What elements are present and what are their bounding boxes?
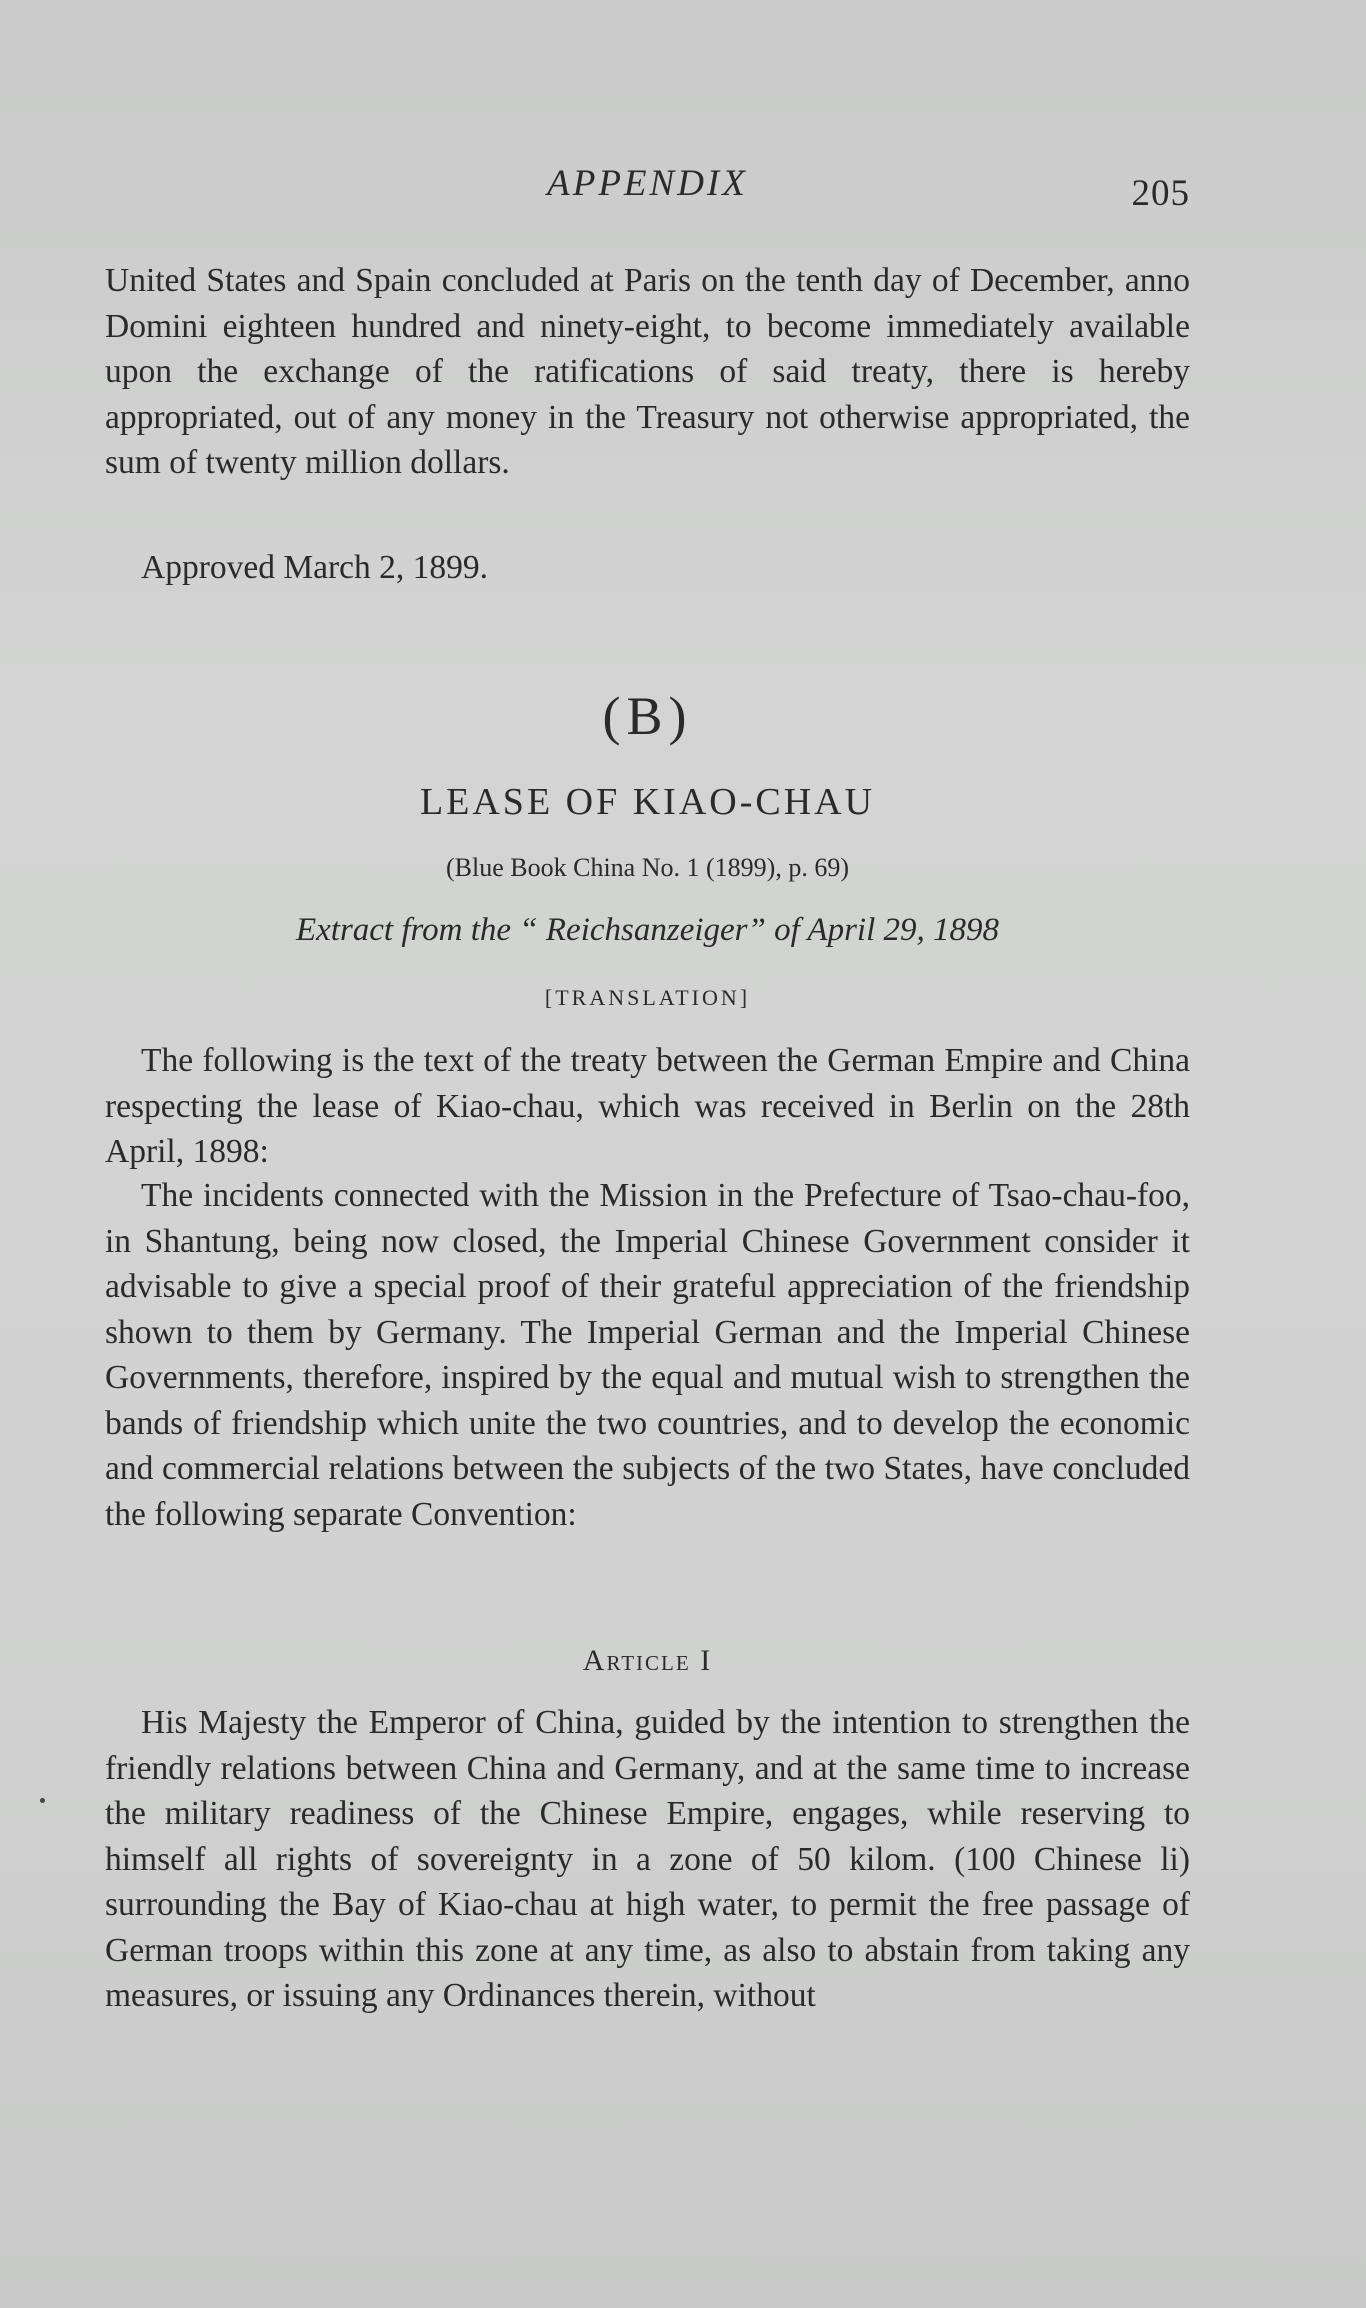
extract-line: Extract from the “ Reichsanzeiger” of April 29, 1898 (295, 912, 1000, 948)
translation-note: [TRANSLATION] (544, 985, 751, 1010)
approved-date: Approved March 2, 1899. (141, 549, 489, 586)
article-heading: Article I (582, 1644, 713, 1677)
section-letter: (B) (602, 686, 693, 746)
source-citation: (Blue Book China No. 1 (1899), p. 69) (446, 853, 849, 882)
article-1-text: His Majesty the Emperor of China, guided by the intention to strengthen the friendly relations between China and Germany, and at the same time to increase the military readiness of the Chinese Empire, engages, while reserving to himself all rights of sovereignty in a zone of 50 kilom. (100 Chinese li) surrounding the Bay of Kiao-chau at high water, to permit the free passage of German troops within this zone at any time, as also to abstain from taking any measures, or issuing any Ordinances therein, without (105, 1704, 1190, 2014)
margin-dot (40, 1798, 45, 1803)
page-number: 205 (1131, 173, 1190, 214)
paragraph-appropriation: United States and Spain concluded at Paris on the tenth day of December, anno Domini eighteen hundred and ninety-eight, to become immediately available upon the exchange of the ratifications of said treaty, there is hereby appropriated, out of any money in the Treasury not otherwise appropriated, the sum of twenty million dollars. (105, 262, 1190, 481)
running-head: APPENDIX (547, 163, 748, 204)
page-header (105, 162, 1190, 212)
section-title: LEASE OF KIAO-CHAU (419, 781, 876, 823)
intro-paragraph: The following is the text of the treaty between the German Empire and China respecting the lease of Kiao-chau, which was received in Berlin on the 28th April, 1898: (105, 1042, 1190, 1170)
preamble-paragraph: The incidents connected with the Mission in the Prefecture of Tsao-chau-foo, in Shantung, being now closed, the Imperial Chinese Government consider it advisable to give a special proof of their grateful appreciation of the friendship shown to them by Germany. The Imperial German and the Imperial Chinese Governments, therefore, inspired by the equal and mutual wish to strengthen the bands of friendship which unite the two countries, and to develop the economic and commercial relations between the subjects of the two States, have concluded the following separate Convention: (105, 1177, 1190, 1533)
